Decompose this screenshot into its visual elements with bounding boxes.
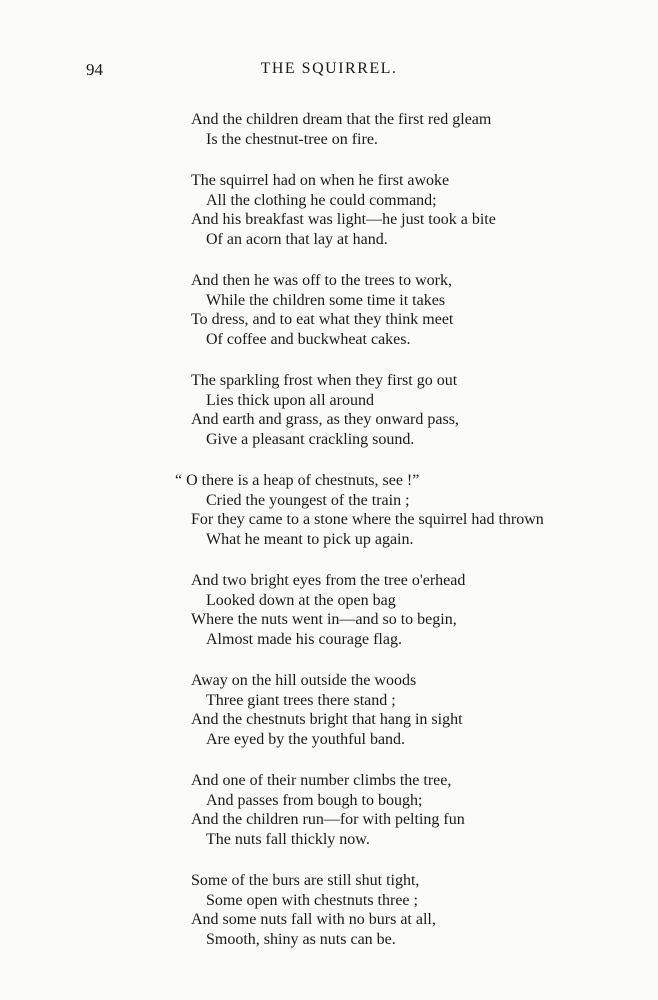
verse-line: Cried the youngest of the train ; — [206, 491, 410, 509]
verse-line: And earth and grass, as they onward pass, — [191, 411, 459, 428]
verse-line: For they came to a stone where the squirrel had thrown — [191, 511, 544, 528]
verse-line: Smooth, shiny as nuts can be. — [206, 930, 396, 948]
verse-line: Is the chestnut-tree on fire. — [206, 130, 378, 148]
stanza — [175, 471, 651, 549]
stanza — [191, 371, 651, 449]
verse-line: Some of the burs are still shut tight, — [191, 872, 420, 889]
verse-line: What he meant to pick up again. — [206, 530, 414, 548]
verse-line: The sparkling frost when they first go out — [191, 372, 458, 389]
stanza — [191, 571, 651, 649]
verse-line: Lies thick upon all around — [206, 391, 374, 409]
stanza — [191, 871, 651, 949]
verse-line: And passes from bough to bough; — [206, 791, 423, 809]
verse-line: And two bright eyes from the tree o'erhead — [191, 572, 466, 589]
stanza — [191, 110, 651, 149]
stanza — [191, 671, 651, 749]
verse-line: The squirrel had on when he first awoke — [191, 172, 450, 189]
verse-line: Where the nuts went in—and so to begin, — [191, 611, 457, 628]
verse-line: And the children run—for with pelting fun — [191, 811, 465, 828]
verse-line: Give a pleasant crackling sound. — [206, 430, 415, 448]
verse-line: Looked down at the open bag — [206, 591, 396, 609]
poem-body — [175, 110, 651, 971]
verse-line: All the clothing he could command; — [206, 191, 437, 209]
verse-line: Almost made his courage flag. — [206, 630, 402, 648]
verse-line: And then he was off to the trees to work, — [191, 272, 452, 289]
verse-line: Away on the hill outside the woods — [191, 672, 417, 689]
verse-line: “ O there is a heap of chestnuts, see !” — [175, 472, 420, 489]
verse-line: And one of their number climbs the tree, — [191, 772, 452, 789]
stanza — [191, 171, 651, 249]
verse-line: The nuts fall thickly now. — [206, 830, 370, 848]
stanza — [191, 771, 651, 849]
verse-line: Of coffee and buckwheat cakes. — [206, 330, 411, 348]
verse-line: Are eyed by the youthful band. — [206, 730, 406, 748]
stanza — [191, 271, 651, 349]
page-number: 94 — [86, 60, 103, 79]
verse-line: Of an acorn that lay at hand. — [206, 230, 388, 248]
verse-line: And some nuts fall with no burs at all, — [191, 911, 436, 928]
verse-line: Three giant trees there stand ; — [206, 691, 396, 709]
verse-line: And the children dream that the first red gleam — [191, 111, 492, 128]
verse-line: To dress, and to eat what they think meet — [191, 311, 454, 328]
verse-line: And his breakfast was light—he just took a bite — [191, 211, 496, 228]
running-head: THE SQUIRREL. — [260, 60, 398, 77]
verse-line: And the chestnuts bright that hang in sight — [191, 711, 463, 728]
verse-line: While the children some time it takes — [206, 291, 446, 309]
verse-line: Some open with chestnuts three ; — [206, 891, 418, 909]
